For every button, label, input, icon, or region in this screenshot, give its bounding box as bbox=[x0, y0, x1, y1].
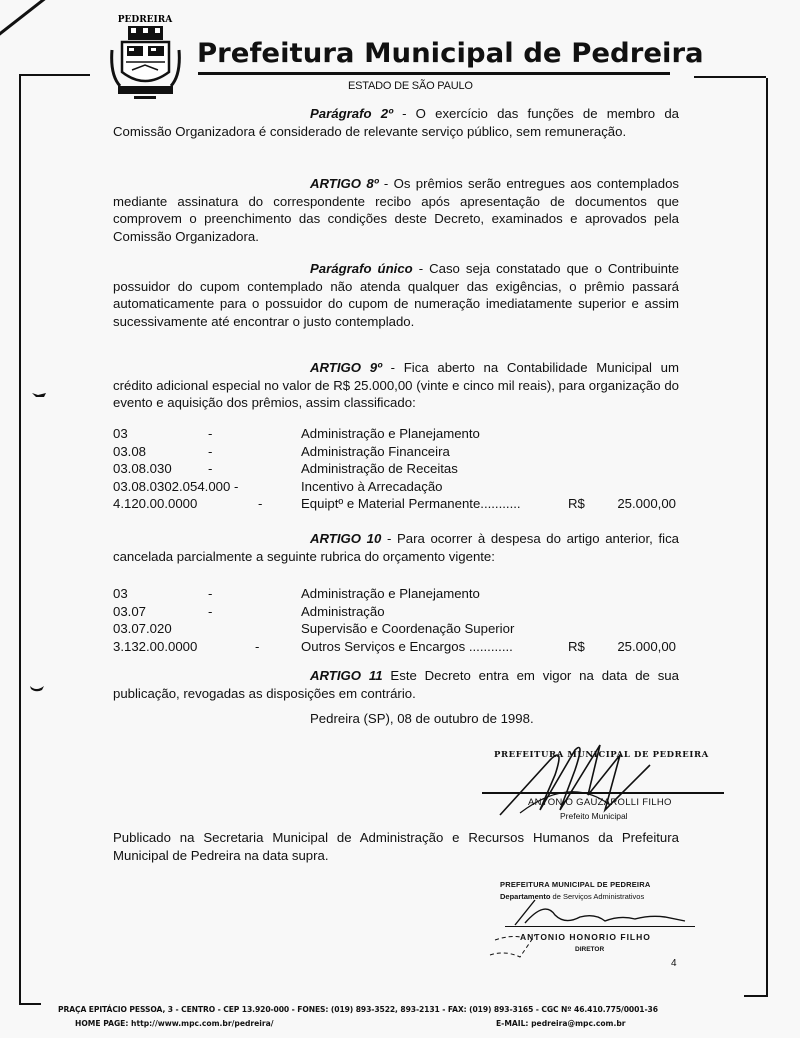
title-underline bbox=[198, 72, 670, 75]
budget-code: 03 bbox=[113, 586, 128, 601]
municipal-crest-logo bbox=[108, 10, 183, 105]
budget-code: 03.08 bbox=[113, 443, 147, 459]
budget-desc: Equiptº e Material Permanente........... bbox=[301, 496, 521, 512]
date-line: Pedreira (SP), 08 de outubro de 1998. bbox=[310, 711, 534, 726]
budget-row bbox=[113, 443, 679, 461]
budget-currency: R$ bbox=[568, 496, 585, 512]
budget-dash: - bbox=[208, 426, 213, 441]
frame-right-line bbox=[766, 78, 768, 996]
budget-credit-table bbox=[113, 425, 679, 513]
budget-amount: 25.000,00 bbox=[617, 496, 676, 512]
director-role: DIRETOR bbox=[575, 946, 605, 953]
director-stamp-org: PREFEITURA MUNICIPAL DE PEDREIRA bbox=[500, 880, 651, 889]
budget-desc: Administração de Receitas bbox=[301, 461, 458, 477]
budget-row bbox=[113, 638, 679, 656]
page-subtitle: ESTADO DE SÃO PAULO bbox=[348, 80, 473, 92]
corner-diagonal-mark bbox=[0, 0, 97, 43]
budget-row bbox=[113, 585, 679, 603]
article-text: - Para ocorrer à despesa do artigo anterior, fica cancelada parcialmente a seguinte rubrica do orçamento vigente: bbox=[113, 531, 679, 564]
director-handwritten-signature bbox=[485, 895, 705, 965]
mayor-role: Prefeito Municipal bbox=[560, 811, 628, 821]
frame-bottom-left-line bbox=[19, 1003, 41, 1005]
paragraph-2 bbox=[113, 105, 679, 140]
article-lead: ARTIGO 11 bbox=[310, 668, 383, 683]
artigo-10 bbox=[113, 530, 679, 565]
crest-text: PEDREIRA bbox=[117, 15, 173, 25]
budget-dash: - bbox=[208, 461, 213, 477]
article-lead: ARTIGO 9º bbox=[310, 360, 382, 375]
article-lead: ARTIGO 8º bbox=[310, 176, 379, 191]
punch-mark bbox=[28, 684, 48, 694]
budget-row bbox=[113, 478, 679, 496]
publication-note: Publicado na Secretaria Municipal de Administração e Recursos Humanos da Prefeitura Municipal de Pedreira na data supra. bbox=[113, 830, 679, 863]
budget-dash: - bbox=[208, 603, 213, 619]
budget-dash: - bbox=[258, 496, 263, 512]
budget-dash: - bbox=[208, 443, 213, 459]
footer-homepage[interactable]: HOME PAGE: http://www.mpc.com.br/pedreira/ bbox=[75, 1019, 274, 1028]
budget-dash: - bbox=[208, 586, 213, 601]
budget-dash: - bbox=[255, 638, 260, 654]
budget-code: 03.08.030 bbox=[113, 461, 172, 477]
director-signature-line bbox=[505, 926, 695, 927]
paragraph-lead: Parágrafo único bbox=[310, 261, 413, 276]
budget-row bbox=[113, 620, 679, 638]
article-lead: ARTIGO 10 bbox=[310, 531, 382, 546]
budget-desc: Administração e Planejamento bbox=[301, 426, 480, 441]
budget-desc: Incentivo à Arrecadação bbox=[301, 478, 443, 494]
budget-row bbox=[113, 495, 679, 513]
artigo-8 bbox=[113, 175, 679, 245]
punch-mark bbox=[30, 390, 50, 400]
budget-row bbox=[113, 460, 679, 478]
budget-currency: R$ bbox=[568, 638, 585, 654]
budget-cancel-table bbox=[113, 585, 679, 655]
budget-code: 03.07 bbox=[113, 603, 147, 619]
budget-code: 03 bbox=[113, 426, 128, 441]
budget-row bbox=[113, 425, 679, 443]
department-rest: de Serviços Administrativos bbox=[550, 892, 645, 901]
budget-code: 03.07.020 bbox=[113, 621, 172, 637]
footer-email[interactable]: E-MAIL: pedreira@mpc.com.br bbox=[496, 1019, 626, 1028]
paragrafo-unico bbox=[113, 260, 679, 330]
page-title: Prefeitura Municipal de Pedreira bbox=[197, 38, 704, 69]
budget-desc: Administração e Planejamento bbox=[301, 586, 480, 601]
article-text: Este Decreto entra em vigor na data de sua publicação, revogadas as disposições em contrário. bbox=[113, 668, 679, 701]
article-text: - Fica aberto na Contabilidade Municipal um crédito adicional especial no valor de R$ 25.000,00 (vinte e cinco mil reais), para organização do evento e aquisição dos prêmios, assim classificado: bbox=[113, 360, 679, 411]
paragraph-text: - Caso seja constatado que o Contribuinte possuidor do cupom contemplado não atenda qualquer das exigências, o prêmio passará automaticamente para o possuidor do cupom de numeração imediatamente superior e assim sucessivamente até encontrar o justo contemplado. bbox=[113, 261, 680, 329]
article-text: - Os prêmios serão entregues aos contemplados mediante assinatura do correspondente recibo após apresentação de documentos que comprovem o preenchimento das condições deste Decreto, examinados e aprovados pela Comissão Organizadora. bbox=[113, 176, 679, 244]
footer-address: PRAÇA EPITÁCIO PESSOA, 3 - CENTRO - CEP 13.920-000 - FONES: (019) 893-3522, 893-2131 - FAX: (019) 893-3165 - CGC Nº 46.410.775/0001-36 bbox=[58, 1005, 658, 1014]
artigo-9 bbox=[113, 359, 679, 412]
budget-desc: Administração Financeira bbox=[301, 443, 450, 459]
paragraph-text: - O exercício das funções de membro da Comissão Organizadora é considerado de relevante serviço público, sem remuneração. bbox=[113, 106, 679, 139]
budget-row bbox=[113, 603, 679, 621]
budget-desc: Outros Serviços e Encargos ............ bbox=[301, 638, 513, 654]
budget-code: 4.120.00.0000 bbox=[113, 496, 198, 512]
paragraph-lead: Parágrafo 2º bbox=[310, 106, 393, 121]
page-number: 4 bbox=[671, 958, 677, 969]
director-name: ANTONIO HONORIO FILHO bbox=[520, 932, 651, 942]
mayor-signature-line bbox=[482, 792, 724, 794]
frame-left-line bbox=[19, 74, 21, 1004]
budget-desc: Administração bbox=[301, 603, 385, 619]
budget-code: 3.132.00.0000 bbox=[113, 638, 198, 654]
mayor-name: ANTONIO GAUZAROLLI FILHO bbox=[528, 797, 672, 808]
mayor-stamp-org: PREFEITURA MUNICIPAL DE PEDREIRA bbox=[494, 750, 709, 760]
frame-bottom-right-line bbox=[744, 995, 768, 997]
budget-code: 03.08.0302.054.000 - bbox=[113, 478, 239, 494]
artigo-11 bbox=[113, 667, 679, 702]
department-bold: Departamento bbox=[500, 892, 551, 901]
budget-amount: 25.000,00 bbox=[617, 638, 676, 654]
budget-desc: Supervisão e Coordenação Superior bbox=[301, 621, 515, 637]
frame-top-left-line bbox=[20, 74, 90, 76]
frame-top-right-line bbox=[694, 76, 766, 78]
